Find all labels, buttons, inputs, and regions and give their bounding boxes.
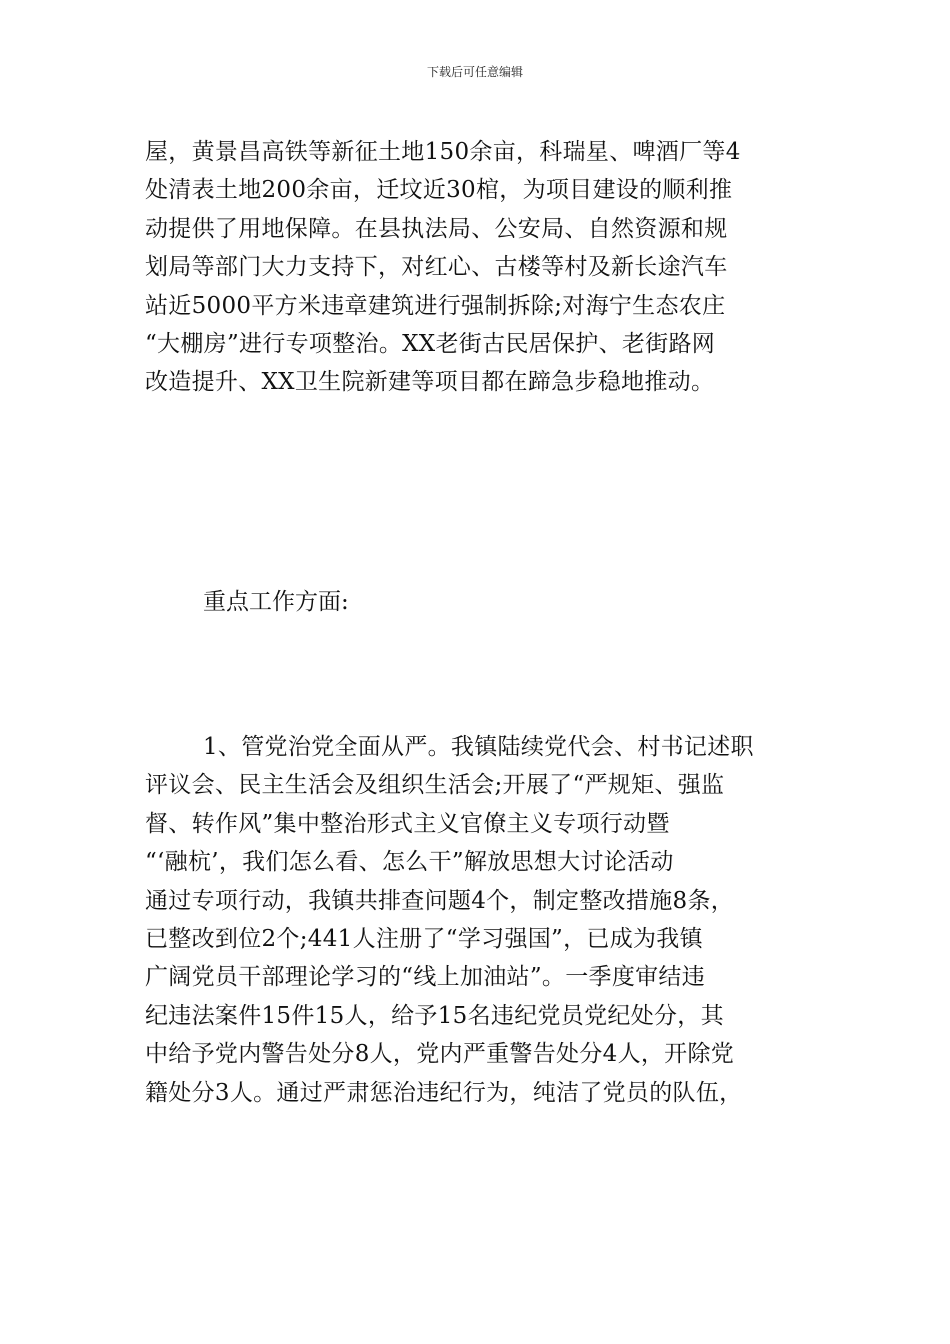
text-line: 中给予党内警告处分8人，党内严重警告处分4人，开除党: [145, 1041, 735, 1068]
text-line: 评议会、民主生活会及组织生活会;开展了“严规矩、强监: [145, 772, 725, 799]
text-line: 改造提升、XX卫生院新建等项目都在蹄急步稳地推动。: [145, 369, 715, 396]
section-heading: 重点工作方面:: [203, 589, 349, 615]
text-line: 已整改到位2个;441人注册了“学习强国”，已成为我镇: [145, 925, 703, 952]
text-line: 通过专项行动，我镇共排查问题4个，制定整改措施8条，: [145, 887, 735, 914]
page-header: 下载后可任意编辑: [426, 65, 523, 79]
paragraph-project-progress: [145, 133, 815, 402]
text-line: 站近5000平方米违章建筑进行强制拆除;对海宁生态农庄: [145, 292, 726, 319]
text-line: 处清表土地200余亩，迁坟近30棺，为项目建设的顺利推: [145, 177, 733, 204]
text-line: 督、转作风”集中整治形式主义官僚主义专项行动暨: [145, 810, 670, 837]
text-line: 划局等部门大力支持下，对红心、古楼等村及新长途汽车: [145, 254, 728, 281]
text-line-first: 1、管党治党全面从严。我镇陆续党代会、村书记述职: [203, 734, 754, 760]
text-line: 动提供了用地保障。在县执法局、公安局、自然资源和规: [145, 215, 728, 242]
text-line: 纪违法案件15件15人，给予15名违纪党员党纪处分，其: [145, 1002, 724, 1029]
text-line: 屋，黄景昌高铁等新征土地150余亩，科瑞星、啤酒厂等4: [145, 139, 741, 165]
paragraph-party-discipline: [145, 728, 815, 1112]
text-line: “大棚房”进行专项整治。XX老街古民居保护、老街路网: [145, 330, 716, 357]
text-line: “‘融杭’，我们怎么看、怎么干”解放思想大讨论活动: [145, 849, 674, 876]
text-line: 籍处分3人。通过严肃惩治违纪行为，纯洁了党员的队伍，: [145, 1079, 743, 1106]
text-line: 广阔党员干部理论学习的“线上加油站”。一季度审结违: [145, 964, 706, 991]
